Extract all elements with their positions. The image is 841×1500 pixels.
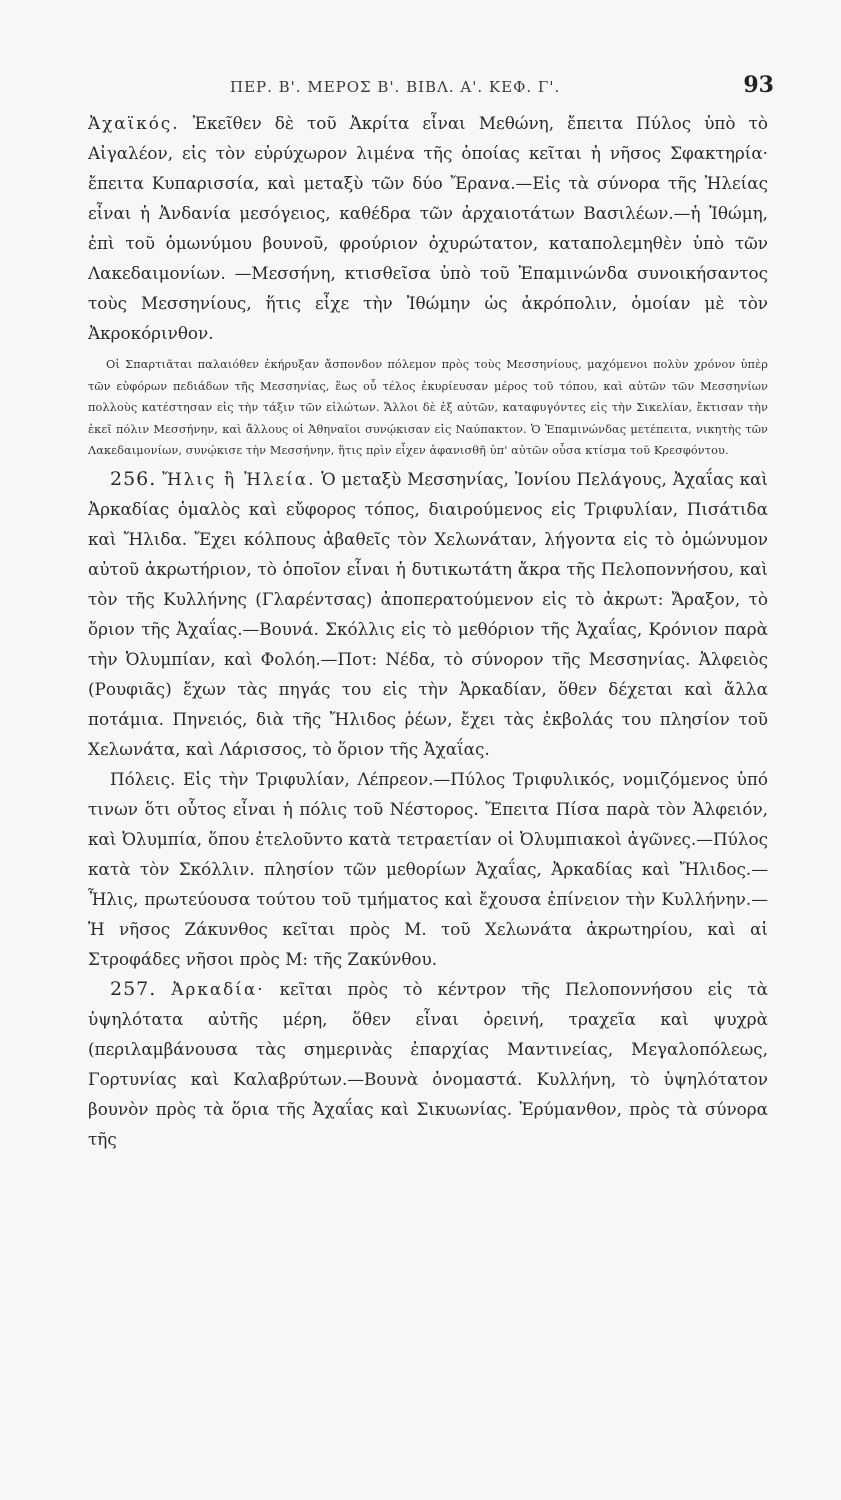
page-header (90, 72, 774, 100)
section-number: 256. (110, 467, 157, 490)
running-head: ΠΕΡ. Β'. ΜΕΡΟΣ Β'. ΒΙΒΛ. Α'. ΚΕΦ. Γ'. (230, 78, 561, 96)
page-number: 93 (743, 72, 774, 98)
section-text: κεῖται πρὸς τὸ κέντρον τῆς Πελοποννήσου εἰς τὰ ὑψηλότατα αὐτῆς μέρη, ὅθεν εἶναι ὀρεινή, τραχεῖα καὶ ψυχρὰ (περιλαμβάνουσα τὰς σημερινὰς ἐπαρχίας Μαντινείας, Μεγαλοπόλεως, Γορτυνίας καὶ Καλαβρύτων.—Βουνὰ ὀνομαστά. Κυλλήνη, τὸ ὑψηλότατον βουνὸν πρὸς τὰ ὅρια τῆς Ἀχαΐας καὶ Σικυωνίας. Ἐρύμανθον, πρὸς τὰ σύνορα τῆς (88, 978, 768, 1149)
paragraph-messenia-cities (88, 108, 768, 348)
footnote-paragraph: Οἱ Σπαρτιᾶται παλαιόθεν ἐκήρυξαν ἄσπονδον πόλεμον πρὸς τοὺς Μεσσηνίους, μαχόμενοι πολὺν χρόνον ὑπὲρ τῶν εὐφόρων πεδιάδων τῆς Μεσσηνίας, ἕως οὗ τέλος ἐκυρίευσαν μέρος τοῦ τόπου, καὶ αὐτῶν τῶν Μεσσηνίων πολλοὺς κατέστησαν εἰς τὴν τάξιν τῶν εἱλώτων. Ἄλλοι δὲ ἐξ αὐτῶν, καταφυγόντες εἰς τὴν Σικελίαν, ἔκτισαν τὴν ἐκεῖ πόλιν Μεσσήνην, καὶ ἄλλους οἱ Ἀθηναῖοι συνῴκισαν εἰς Ναύπακτον. Ὁ Ἐπαμινώνδας μετέπειτα, νικητὴς τῶν Λακεδαιμονίων, συνῴκισε τὴν Μεσσήνην, ἥτις πρὶν εἶχεν ἀφανισθῆ ὑπ' αὐτῶν οὖσα κτίσμα τοῦ Κρεσφόντου. (88, 358, 768, 457)
page-body (88, 108, 768, 1154)
lead-word: Ἀχαϊκός. (88, 113, 180, 133)
section-text: Ὁ μεταξὺ Μεσσηνίας, Ἰονίου Πελάγους, Ἀχαΐας καὶ Ἀρκαδίας ὁμαλὸς καὶ εὔφορος τόπος, διαιρούμενος εἰς Τριφυλίαν, Πισάτιδα καὶ Ἤλιδα. Ἔχει κόλπους ἀβαθεῖς τὸν Χελωνάταν, λήγοντα εἰς τὸ ὁμώνυμον αὐτοῦ ἀκρωτήριον, τὸ ὁποῖον εἶναι ἡ δυτικωτάτη ἄκρα τῆς Πελοποννήσου, καὶ τὸν τῆς Κυλλήνης (Γλαρέντσας) ἀποπερατούμενον εἰς τὸ ἀκρωτ: Ἄραξον, τὸ ὅριον τῆς Ἀχαΐας.—Βουνά. Σκόλλις εἰς τὸ μεθόριον τῆς Ἀχαΐας, Κρόνιον παρὰ τὴν Ὀλυμπίαν, καὶ Φολόη.—Ποτ: Νέδα, τὸ σύνορον τῆς Μεσσηνίας. Ἀλφειὸς (Ρουφιᾶς) ἔχων τὰς πηγάς του εἰς τὴν Ἀρκαδίαν, ὅθεν δέχεται καὶ ἄλλα ποτάμια. Πηνειός, διὰ τῆς Ἤλιδος ῥέων, ἔχει τὰς ἐκβολάς του πλησίον τοῦ Χελωνάτα, καὶ Λάρισσος, τὸ ὅριον τῆς Ἀχαΐας. (88, 468, 768, 759)
section-256 (88, 464, 768, 764)
section-title: Ἤλις ἢ Ἠλεία. (162, 468, 316, 489)
section-number: 257. (110, 977, 157, 1000)
paragraph-cities: Πόλεις. Εἰς τὴν Τριφυλίαν, Λέπρεον.—Πύλος Τριφυλικός, νομιζόμενος ὑπό τινων ὅτι οὗτος εἶναι ἡ πόλις τοῦ Νέστορος. Ἔπειτα Πίσα παρὰ τὸν Ἀλφειόν, καὶ Ὀλυμπία, ὅπου ἐτελοῦντο κατὰ τετραετίαν οἱ Ὀλυμπιακοὶ ἀγῶνες.—Πύλος κατὰ τὸν Σκόλλιν. πλησίον τῶν μεθορίων Ἀχαΐας, Ἀρκαδίας καὶ Ἤλιδος.—Ἦλις, πρωτεύουσα τούτου τοῦ τμήματος καὶ ἔχουσα ἐπίνειον τὴν Κυλλήνην.—Ἡ νῆσος Ζάκυνθος κεῖται πρὸς Μ. τοῦ Χελωνάτα ἀκρωτηρίου, καὶ αἱ Στροφάδες νῆσοι πρὸς Μ: τῆς Ζακύνθου. (88, 768, 768, 969)
section-title: Ἀρκαδία· (171, 978, 265, 999)
paragraph-text: Ἐκεῖθεν δὲ τοῦ Ἀκρίτα εἶναι Μεθώνη, ἔπειτα Πύλος ὑπὸ τὸ Αἰγαλέον, εἰς τὸν εὐρύχωρον λιμένα τῆς ὁποίας κεῖται ἡ νῆσος Σφακτηρία· ἔπειτα Κυπαρισσία, καὶ μεταξὺ τῶν δύο Ἔρανα.—Εἰς τὰ σύνορα τῆς Ἠλείας εἶναι ἡ Ἀνδανία μεσόγειος, καθέδρα τῶν ἀρχαιοτάτων Βασιλέων.—ἡ Ἰθώμη, ἐπὶ τοῦ ὁμωνύμου βουνοῦ, φρούριον ὀχυρώτατον, καταπολεμηθὲν ὑπὸ τῶν Λακεδαιμονίων. —Μεσσήνη, κτισθεῖσα ὑπὸ τοῦ Ἐπαμινώνδα συνοικήσαντος τοὺς Μεσσηνίους, ἥτις εἶχε τὴν Ἰθώμην ὡς ἀκρόπολιν, ὁμοίαν μὲ τὸν Ἀκροκόρινθον. (88, 113, 768, 343)
section-257 (88, 974, 768, 1154)
